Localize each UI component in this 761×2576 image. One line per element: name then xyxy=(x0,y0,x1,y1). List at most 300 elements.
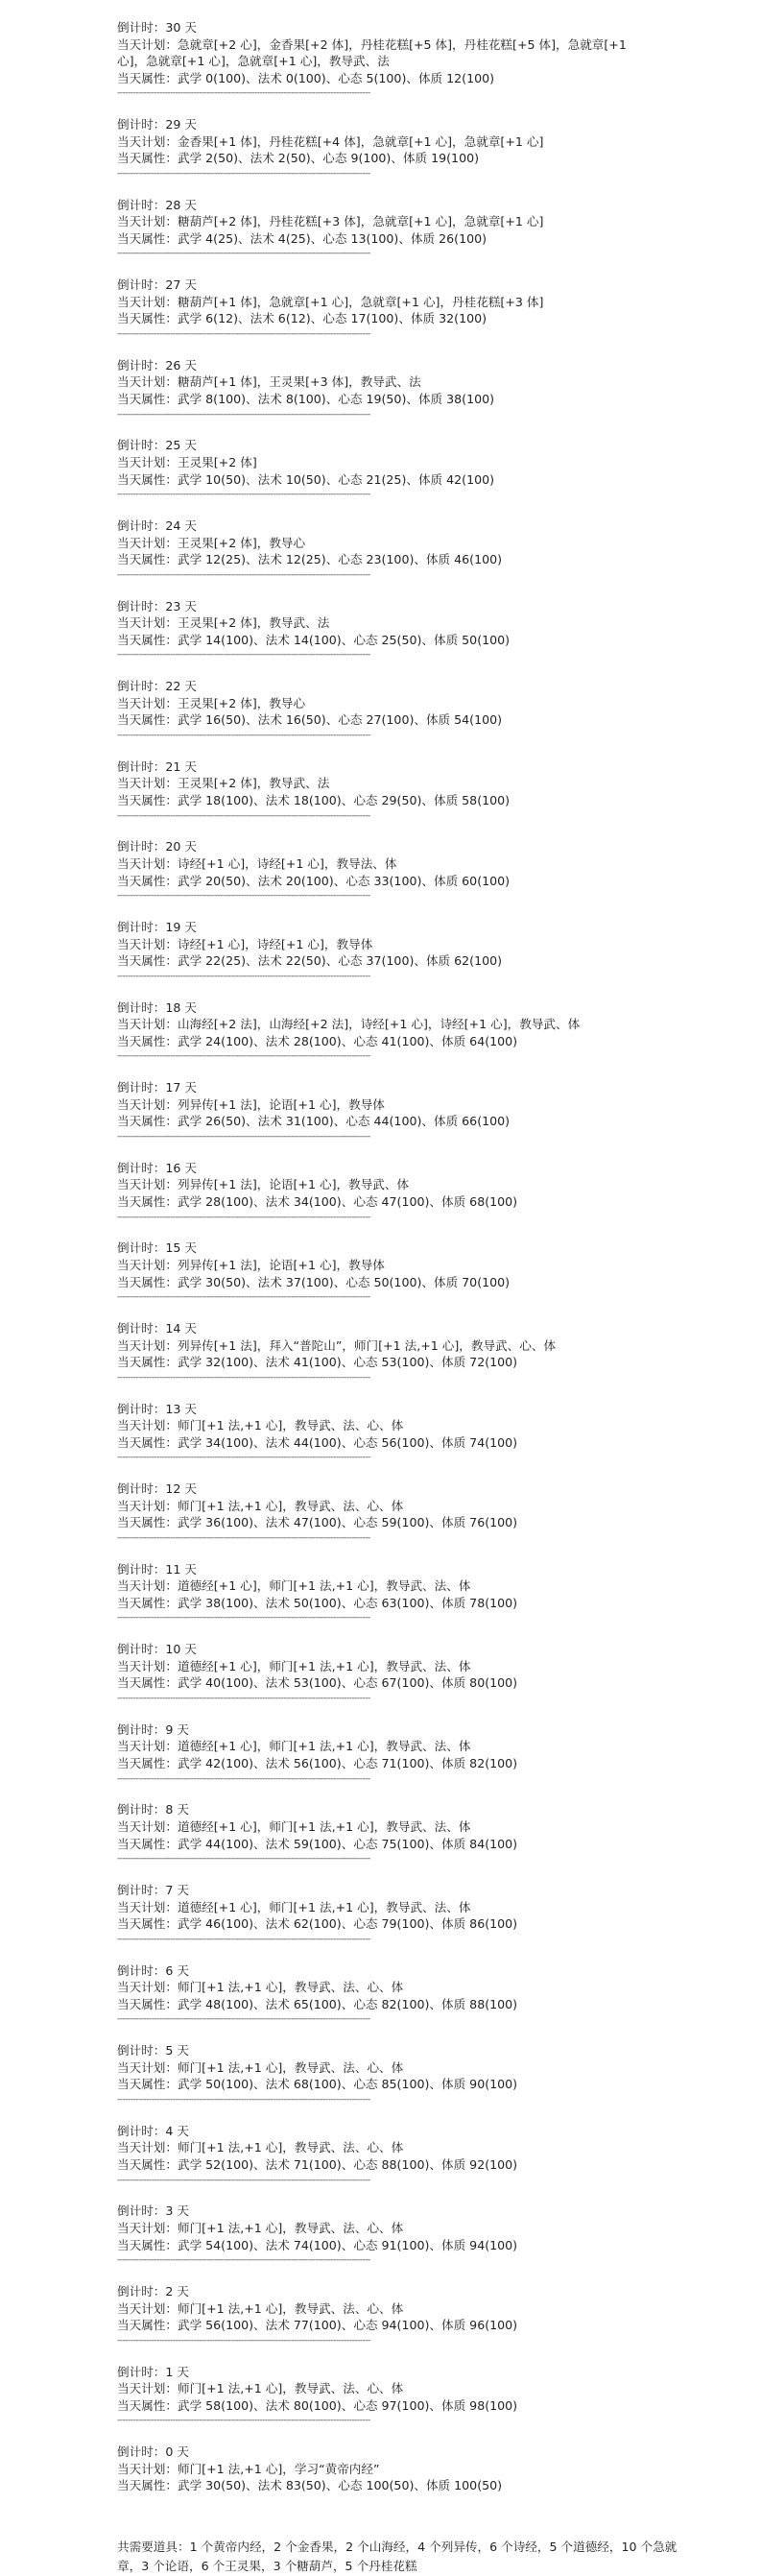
attrs-line xyxy=(117,551,732,568)
countdown-label: 倒计时： xyxy=(117,1962,166,1978)
separator-line: ------------------------------------------------------------------------------------------------ xyxy=(117,328,370,339)
countdown-label: 倒计时： xyxy=(117,598,166,614)
countdown-line xyxy=(117,1481,732,1498)
countdown-label: 倒计时： xyxy=(117,1721,166,1737)
plan-line xyxy=(117,1979,732,1996)
attrs-line xyxy=(117,1434,732,1452)
attrs-label: 当天属性： xyxy=(117,2157,178,2173)
countdown-line xyxy=(117,758,732,776)
plan-label: 当天计划： xyxy=(117,454,178,469)
attrs-line xyxy=(117,2317,732,2334)
plan-line xyxy=(117,1498,732,1515)
day-entry xyxy=(117,1721,732,1802)
countdown-line xyxy=(117,1641,732,1658)
countdown-value: 19 天 xyxy=(165,919,197,934)
attrs-label: 当天属性： xyxy=(117,1996,178,2011)
attrs-value: 武学 42(100)、法术 56(100)、心态 71(100)、体质 82(100) xyxy=(177,1756,518,1771)
countdown-value: 30 天 xyxy=(165,20,197,35)
countdown-line xyxy=(117,1882,732,1899)
countdown-label: 倒计时： xyxy=(117,758,166,774)
separator-line: ------------------------------------------------------------------------------------------------ xyxy=(117,2175,370,2185)
countdown-value: 2 天 xyxy=(165,2284,189,2299)
attrs-value: 武学 46(100)、法术 62(100)、心态 79(100)、体质 86(100) xyxy=(177,1916,518,1932)
attrs-line xyxy=(117,70,732,87)
countdown-label: 倒计时： xyxy=(117,999,166,1015)
attrs-label: 当天属性： xyxy=(117,1033,178,1048)
countdown-label: 倒计时： xyxy=(117,1481,166,1497)
attrs-label: 当天属性： xyxy=(117,2397,178,2413)
plan-line xyxy=(117,1337,732,1355)
attrs-label: 当天属性： xyxy=(117,1434,178,1450)
separator-line: ------------------------------------------------------------------------------------------------ xyxy=(117,891,370,902)
plan-value: 师门[+1 法,+1 心]，教导武、法、心、体 xyxy=(177,2300,404,2316)
countdown-label: 倒计时： xyxy=(117,1561,166,1577)
separator-line: ------------------------------------------------------------------------------------------------ xyxy=(117,1131,370,1142)
plan-value: 师门[+1 法,+1 心]，教导武、法、心、体 xyxy=(177,1498,404,1513)
countdown-line xyxy=(117,678,732,695)
plan-line xyxy=(117,133,732,151)
separator-line: ------------------------------------------------------------------------------------------------ xyxy=(117,2255,370,2266)
attrs-line xyxy=(117,1915,732,1933)
countdown-value: 7 天 xyxy=(165,1883,189,1898)
countdown-line xyxy=(117,19,732,36)
plan-label: 当天计划： xyxy=(117,1578,178,1594)
plan-line xyxy=(117,535,732,552)
countdown-line xyxy=(117,1721,732,1739)
plan-value: 山海经[+2 法]，山海经[+2 法]，诗经[+1 心]，诗经[+1 心]，教导武、体 xyxy=(177,1017,581,1032)
attrs-label: 当天属性： xyxy=(117,230,178,246)
countdown-line xyxy=(117,1401,732,1418)
attrs-value: 武学 52(100)、法术 71(100)、心态 88(100)、体质 92(100) xyxy=(177,2157,518,2173)
plan-line xyxy=(117,1738,732,1755)
countdown-label: 倒计时： xyxy=(117,679,166,694)
countdown-value: 12 天 xyxy=(165,1481,197,1497)
day-entry xyxy=(117,1481,732,1561)
attrs-label: 当天属性： xyxy=(117,2318,178,2333)
countdown-value: 25 天 xyxy=(165,438,197,453)
plan-line xyxy=(117,2300,732,2318)
plan-line xyxy=(117,373,732,391)
plan-label: 当天计划： xyxy=(117,214,178,229)
plan-label: 当天计划： xyxy=(117,1658,178,1673)
countdown-line xyxy=(117,1561,732,1578)
plan-label: 当天计划： xyxy=(117,615,178,631)
plan-label: 当天计划： xyxy=(117,2381,178,2396)
attrs-line xyxy=(117,1595,732,1612)
plan-line xyxy=(117,936,732,953)
attrs-value: 武学 20(50)、法术 20(100)、心态 33(100)、体质 60(100) xyxy=(177,873,511,888)
attrs-label: 当天属性： xyxy=(117,1595,178,1610)
plan-label: 当天计划： xyxy=(117,1418,178,1433)
plan-label: 当天计划： xyxy=(117,36,178,52)
plan-value: 王灵果[+2 体]，教导武、法 xyxy=(177,776,330,791)
countdown-line xyxy=(117,2283,732,2300)
plan-label: 当天计划： xyxy=(117,2461,178,2476)
separator-line: ------------------------------------------------------------------------------------------------ xyxy=(117,1532,370,1543)
countdown-label: 倒计时： xyxy=(117,1401,166,1416)
plan-value: 师门[+1 法,+1 心]，教导武、法、心、体 xyxy=(177,1418,404,1433)
attrs-line xyxy=(117,230,732,248)
attrs-label: 当天属性： xyxy=(117,1114,178,1129)
countdown-line xyxy=(117,197,732,214)
plan-value: 诗经[+1 心]，诗经[+1 心]，教导法、体 xyxy=(177,855,397,871)
plan-value: 师门[+1 法,+1 心]，教导武、法、心、体 xyxy=(177,2140,404,2155)
countdown-line xyxy=(117,838,732,855)
attrs-line xyxy=(117,471,732,489)
plan-line xyxy=(117,1257,732,1274)
attrs-line xyxy=(117,1514,732,1531)
plan-label: 当天计划： xyxy=(117,294,178,309)
attrs-value: 武学 10(50)、法术 10(50)、心态 21(25)、体质 42(100) xyxy=(177,471,495,487)
countdown-label: 倒计时： xyxy=(117,2284,166,2299)
plan-value: 王灵果[+2 体]，教导心 xyxy=(177,695,306,710)
countdown-label: 倒计时： xyxy=(117,2364,166,2379)
attrs-line xyxy=(117,2477,732,2494)
separator-line: ------------------------------------------------------------------------------------------------ xyxy=(117,409,370,420)
attrs-value: 武学 48(100)、法术 65(100)、心态 82(100)、体质 88(100) xyxy=(177,1996,518,2011)
countdown-value: 5 天 xyxy=(165,2043,189,2058)
day-entry xyxy=(117,1160,732,1240)
countdown-value: 14 天 xyxy=(165,1320,197,1336)
plan-value: 师门[+1 法,+1 心]，学习“黄帝内经” xyxy=(177,2461,380,2476)
separator-line: ------------------------------------------------------------------------------------------------ xyxy=(117,810,370,821)
separator-line: ------------------------------------------------------------------------------------------------ xyxy=(117,1453,370,1463)
countdown-label: 倒计时： xyxy=(117,1080,166,1095)
separator-line: ------------------------------------------------------------------------------------------------ xyxy=(117,249,370,259)
plan-line xyxy=(117,1818,732,1836)
plan-value: 道德经[+1 心]，师门[+1 法,+1 心]，教导武、法、体 xyxy=(177,1658,471,1673)
attrs-label: 当天属性： xyxy=(117,953,178,969)
separator-line: ------------------------------------------------------------------------------------------------ xyxy=(117,1854,370,1865)
plan-label: 当天计划： xyxy=(117,2300,178,2316)
day-entry xyxy=(117,1962,732,2043)
countdown-value: 10 天 xyxy=(165,1642,197,1657)
day-entry xyxy=(117,2042,732,2123)
countdown-label: 倒计时： xyxy=(117,919,166,934)
separator-line: ------------------------------------------------------------------------------------------------ xyxy=(117,1051,370,1062)
attrs-line xyxy=(117,1113,732,1130)
attrs-line xyxy=(117,1033,732,1050)
attrs-label: 当天属性： xyxy=(117,1193,178,1209)
countdown-line xyxy=(117,277,732,294)
plan-label: 当天计划： xyxy=(117,1096,178,1112)
countdown-value: 24 天 xyxy=(165,518,197,533)
attrs-value: 武学 50(100)、法术 68(100)、心态 85(100)、体质 90(100) xyxy=(177,2077,518,2092)
countdown-label: 倒计时： xyxy=(117,197,166,212)
day-entry xyxy=(117,919,732,999)
plan-line xyxy=(117,1577,732,1595)
day-entry xyxy=(117,678,732,758)
countdown-label: 倒计时： xyxy=(117,357,166,373)
countdown-label: 倒计时： xyxy=(117,2203,166,2219)
plan-line xyxy=(117,614,732,632)
countdown-value: 13 天 xyxy=(165,1401,197,1416)
countdown-label: 倒计时： xyxy=(117,518,166,533)
day-entry xyxy=(117,999,732,1080)
countdown-line xyxy=(117,2042,732,2059)
plan-line xyxy=(117,1096,732,1114)
attrs-line xyxy=(117,2156,732,2174)
day-entry xyxy=(117,1320,732,1401)
countdown-label: 倒计时： xyxy=(117,117,166,132)
day-entry xyxy=(117,1079,732,1160)
attrs-label: 当天属性： xyxy=(117,1355,178,1370)
attrs-label: 当天属性： xyxy=(117,151,178,166)
attrs-line xyxy=(117,873,732,890)
countdown-value: 4 天 xyxy=(165,2123,189,2138)
countdown-line xyxy=(117,2123,732,2140)
day-entry xyxy=(117,838,732,919)
attrs-label: 当天属性： xyxy=(117,1274,178,1289)
countdown-line xyxy=(117,1240,732,1257)
plan-value: 道德经[+1 心]，师门[+1 法,+1 心]，教导武、法、体 xyxy=(177,1899,471,1914)
plan-line xyxy=(117,1899,732,1916)
countdown-label: 倒计时： xyxy=(117,2444,166,2460)
day-entry xyxy=(117,277,732,357)
countdown-line xyxy=(117,2203,732,2220)
attrs-line xyxy=(117,391,732,408)
separator-line: ------------------------------------------------------------------------------------------------ xyxy=(117,1694,370,1704)
day-entry xyxy=(117,2364,732,2444)
countdown-value: 0 天 xyxy=(165,2444,189,2460)
countdown-line xyxy=(117,1160,732,1177)
plan-label: 当天计划： xyxy=(117,1498,178,1513)
day-entry xyxy=(117,1641,732,1721)
separator-line: ------------------------------------------------------------------------------------------------ xyxy=(117,569,370,580)
countdown-value: 20 天 xyxy=(165,839,197,855)
countdown-line xyxy=(117,357,732,374)
attrs-value: 武学 2(50)、法术 2(50)、心态 9(100)、体质 19(100) xyxy=(177,151,480,166)
plan-label: 当天计划： xyxy=(117,695,178,710)
attrs-value: 武学 40(100)、法术 53(100)、心态 67(100)、体质 80(100) xyxy=(177,1675,518,1691)
attrs-label: 当天属性： xyxy=(117,1916,178,1932)
attrs-line xyxy=(117,792,732,809)
countdown-value: 28 天 xyxy=(165,197,197,212)
countdown-value: 22 天 xyxy=(165,679,197,694)
plan-value: 师门[+1 法,+1 心]，教导武、法、心、体 xyxy=(177,2381,404,2396)
attrs-label: 当天属性： xyxy=(117,471,178,487)
countdown-label: 倒计时： xyxy=(117,1883,166,1898)
countdown-value: 3 天 xyxy=(165,2203,189,2219)
separator-line: ------------------------------------------------------------------------------------------------ xyxy=(117,490,370,500)
countdown-label: 倒计时： xyxy=(117,2043,166,2058)
separator-line: ------------------------------------------------------------------------------------------------ xyxy=(117,2095,370,2106)
separator-line: ------------------------------------------------------------------------------------------------ xyxy=(117,168,370,179)
attrs-label: 当天属性： xyxy=(117,1515,178,1530)
attrs-line xyxy=(117,2076,732,2093)
day-entry xyxy=(117,1561,732,1642)
countdown-line xyxy=(117,1320,732,1337)
day-entry xyxy=(117,2203,732,2283)
countdown-line xyxy=(117,598,732,615)
plan-label: 当天计划： xyxy=(117,1899,178,1914)
countdown-label: 倒计时： xyxy=(117,1802,166,1818)
plan-value: 急就章[+2 心]，金香果[+2 体]，丹桂花糕[+5 体]，丹桂花糕[+5 体]，急就章[+1 心]，急就章[+1 心]，急就章[+1 心]，教导武、法 xyxy=(117,36,627,69)
attrs-value: 武学 38(100)、法术 50(100)、心态 63(100)、体质 78(100) xyxy=(177,1595,518,1610)
attrs-label: 当天属性： xyxy=(117,70,178,85)
attrs-line xyxy=(117,1836,732,1853)
attrs-label: 当天属性： xyxy=(117,311,178,326)
attrs-line xyxy=(117,310,732,327)
day-entry xyxy=(117,2123,732,2203)
attrs-label: 当天属性： xyxy=(117,2237,178,2252)
plan-label: 当天计划： xyxy=(117,374,178,390)
day-entry xyxy=(117,1240,732,1320)
plan-value: 师门[+1 法,+1 心]，教导武、法、心、体 xyxy=(177,2221,404,2236)
day-entry xyxy=(117,1401,732,1481)
countdown-value: 17 天 xyxy=(165,1080,197,1095)
attrs-value: 武学 4(25)、法术 4(25)、心态 13(100)、体质 26(100) xyxy=(177,230,488,246)
attrs-value: 武学 34(100)、法术 44(100)、心态 56(100)、体质 74(100) xyxy=(177,1434,518,1450)
attrs-value: 武学 26(50)、法术 31(100)、心态 44(100)、体质 66(100) xyxy=(177,1114,511,1129)
plan-value: 道德经[+1 心]，师门[+1 法,+1 心]，教导武、法、体 xyxy=(177,1819,471,1835)
plan-label: 当天计划： xyxy=(117,1739,178,1754)
plan-value: 王灵果[+2 体]，教导心 xyxy=(177,535,306,550)
countdown-line xyxy=(117,2364,732,2381)
attrs-line xyxy=(117,2237,732,2254)
countdown-line xyxy=(117,2444,732,2461)
plan-value: 诗经[+1 心]，诗经[+1 心]，教导体 xyxy=(177,936,373,951)
day-entry xyxy=(117,1882,732,1962)
countdown-line xyxy=(117,116,732,133)
countdown-label: 倒计时： xyxy=(117,438,166,453)
separator-line: ------------------------------------------------------------------------------------------------ xyxy=(117,2335,370,2346)
plan-line xyxy=(117,775,732,792)
attrs-value: 武学 14(100)、法术 14(100)、心态 25(50)、体质 50(100) xyxy=(177,632,511,647)
countdown-value: 29 天 xyxy=(165,117,197,132)
plan-line xyxy=(117,695,732,712)
day-entry xyxy=(117,197,732,277)
plan-line xyxy=(117,1658,732,1675)
plan-value: 列异传[+1 法]，论语[+1 心]，教导体 xyxy=(177,1096,385,1112)
countdown-label: 倒计时： xyxy=(117,2123,166,2138)
separator-line: ------------------------------------------------------------------------------------------------ xyxy=(117,2014,370,2025)
countdown-label: 倒计时： xyxy=(117,277,166,293)
separator-line: ------------------------------------------------------------------------------------------------ xyxy=(117,1372,370,1383)
plan-label: 当天计划： xyxy=(117,1337,178,1353)
separator-line: ------------------------------------------------------------------------------------------------ xyxy=(117,971,370,981)
attrs-value: 武学 30(50)、法术 37(100)、心态 50(100)、体质 70(100) xyxy=(177,1274,511,1289)
day-list xyxy=(117,19,732,2524)
day-entry xyxy=(117,19,732,116)
plan-label: 当天计划： xyxy=(117,2140,178,2155)
attrs-line xyxy=(117,1755,732,1772)
items-summary: 共需要道具：1 个黄帝内经，2 个金香果，2 个山海经，4 个列异传，6 个诗经，5 个道德经，10 个急就章，3 个论语，6 个王灵果，3 个糖葫芦，5 个丹桂花糕 xyxy=(117,2539,678,2573)
plan-label: 当天计划： xyxy=(117,2059,178,2075)
plan-line xyxy=(117,855,732,873)
separator-line: ------------------------------------------------------------------------------------------------ xyxy=(117,1934,370,1944)
attrs-label: 当天属性： xyxy=(117,1756,178,1771)
attrs-value: 武学 54(100)、法术 74(100)、心态 91(100)、体质 94(100) xyxy=(177,2237,518,2252)
attrs-line xyxy=(117,1996,732,2013)
plan-line xyxy=(117,2059,732,2077)
plan-value: 道德经[+1 心]，师门[+1 法,+1 心]，教导武、法、体 xyxy=(177,1578,471,1594)
plan-line xyxy=(117,1176,732,1193)
countdown-line xyxy=(117,437,732,454)
countdown-label: 倒计时： xyxy=(117,1160,166,1175)
attrs-value: 武学 24(100)、法术 28(100)、心态 41(100)、体质 64(100) xyxy=(177,1033,518,1048)
countdown-value: 15 天 xyxy=(165,1240,197,1256)
attrs-value: 武学 18(100)、法术 18(100)、心态 29(50)、体质 58(100) xyxy=(177,792,511,807)
plan-label: 当天计划： xyxy=(117,855,178,871)
separator-line: ------------------------------------------------------------------------------------------------ xyxy=(117,730,370,740)
plan-label: 当天计划： xyxy=(117,776,178,791)
attrs-value: 武学 0(100)、法术 0(100)、心态 5(100)、体质 12(100) xyxy=(177,70,495,85)
countdown-value: 16 天 xyxy=(165,1160,197,1175)
plan-label: 当天计划： xyxy=(117,1980,178,1995)
attrs-value: 武学 6(12)、法术 6(12)、心态 17(100)、体质 32(100) xyxy=(177,311,488,326)
countdown-label: 倒计时： xyxy=(117,1642,166,1657)
plan-value: 金香果[+1 体]，丹桂花糕[+4 体]，急就章[+1 心]，急就章[+1 心] xyxy=(177,133,544,149)
separator-line: ------------------------------------------------------------------------------------------------ xyxy=(117,650,370,661)
plan-value: 师门[+1 法,+1 心]，教导武、法、心、体 xyxy=(177,2059,404,2075)
countdown-line xyxy=(117,999,732,1017)
plan-line xyxy=(117,2380,732,2397)
attrs-value: 武学 16(50)、法术 16(50)、心态 27(100)、体质 54(100) xyxy=(177,712,503,728)
countdown-value: 21 天 xyxy=(165,758,197,774)
plan-line xyxy=(117,294,732,311)
attrs-line xyxy=(117,1193,732,1211)
plan-value: 列异传[+1 法]，论语[+1 心]，教导武、体 xyxy=(177,1177,410,1192)
plan-value: 糖葫芦[+1 体]，急就章[+1 心]，急就章[+1 心]，丹桂花糕[+3 体] xyxy=(177,294,544,309)
plan-value: 糖葫芦[+1 体]，王灵果[+3 体]，教导武、法 xyxy=(177,374,421,390)
plan-label: 当天计划： xyxy=(117,936,178,951)
day-entry xyxy=(117,437,732,518)
attrs-line xyxy=(117,1274,732,1291)
countdown-value: 18 天 xyxy=(165,999,197,1015)
plan-value: 列异传[+1 法]，论语[+1 心]，教导体 xyxy=(177,1257,385,1272)
attrs-line xyxy=(117,2397,732,2415)
countdown-label: 倒计时： xyxy=(117,20,166,35)
attrs-line xyxy=(117,150,732,167)
plan-label: 当天计划： xyxy=(117,133,178,149)
day-entry xyxy=(117,357,732,438)
countdown-line xyxy=(117,1962,732,1980)
plan-label: 当天计划： xyxy=(117,1177,178,1192)
plan-line xyxy=(117,2220,732,2237)
day-entry xyxy=(117,598,732,679)
separator-line: ------------------------------------------------------------------------------------------------ xyxy=(117,1773,370,1784)
plan-value: 师门[+1 法,+1 心]，教导武、法、心、体 xyxy=(177,1980,404,1995)
countdown-value: 1 天 xyxy=(165,2364,189,2379)
attrs-label: 当天属性： xyxy=(117,873,178,888)
attrs-line xyxy=(117,1354,732,1371)
countdown-line xyxy=(117,1079,732,1096)
day-entry xyxy=(117,116,732,197)
countdown-label: 倒计时： xyxy=(117,1320,166,1336)
separator-line: ------------------------------------------------------------------------------------------------ xyxy=(117,2416,370,2426)
separator-line: ------------------------------------------------------------------------------------------------ xyxy=(117,1212,370,1222)
plan-label: 当天计划： xyxy=(117,1819,178,1835)
attrs-label: 当天属性： xyxy=(117,2077,178,2092)
plan-value: 列异传[+1 法]，拜入“普陀山”，师门[+1 法,+1 心]，教导武、心、体 xyxy=(177,1337,557,1353)
day-entry xyxy=(117,2444,732,2524)
separator-line: ------------------------------------------------------------------------------------------------ xyxy=(117,88,370,99)
countdown-value: 27 天 xyxy=(165,277,197,293)
plan-line xyxy=(117,213,732,230)
plan-value: 糖葫芦[+2 体]，丹桂花糕[+3 体]，急就章[+1 心]，急就章[+1 心] xyxy=(177,214,544,229)
plan-value: 王灵果[+2 体] xyxy=(177,454,257,469)
attrs-value: 武学 56(100)、法术 77(100)、心态 94(100)、体质 96(100) xyxy=(177,2318,518,2333)
countdown-value: 9 天 xyxy=(165,1721,189,1737)
attrs-value: 武学 28(100)、法术 34(100)、心态 47(100)、体质 68(100) xyxy=(177,1193,518,1209)
plan-label: 当天计划： xyxy=(117,1257,178,1272)
plan-line xyxy=(117,2139,732,2156)
day-entry xyxy=(117,758,732,839)
countdown-line xyxy=(117,1801,732,1818)
countdown-line xyxy=(117,518,732,535)
plan-line xyxy=(117,454,732,471)
